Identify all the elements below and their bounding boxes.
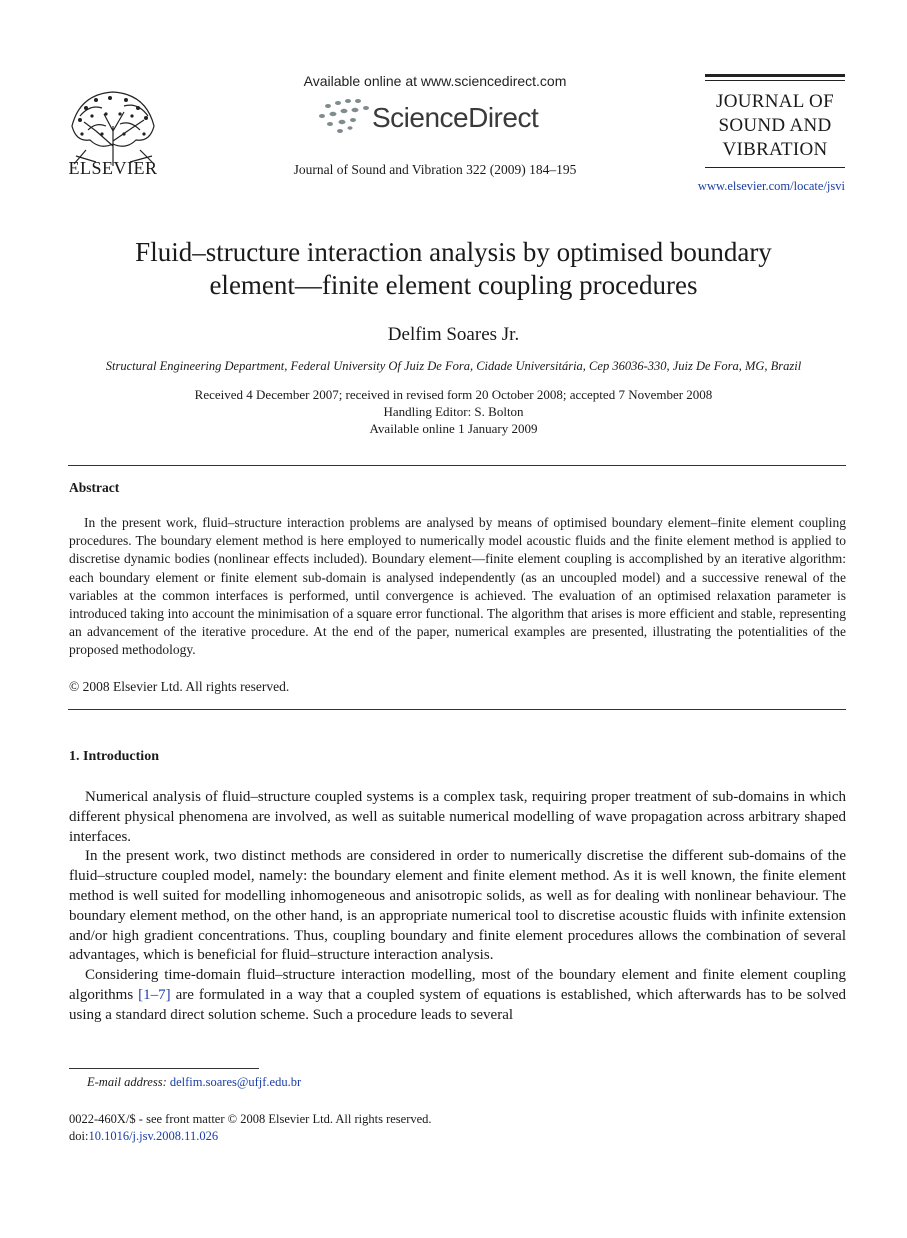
available-online-date: Available online 1 January 2009: [369, 421, 538, 436]
abstract-copyright: © 2008 Elsevier Ltd. All rights reserved.: [69, 679, 290, 694]
author-name: Delfim Soares Jr.: [387, 324, 520, 345]
journal-name-line: SOUND AND: [718, 115, 832, 136]
paragraph-text: are formulated in a way that a coupled system of equations is established, which afterwards has to be solved using a standard direct solution scheme. Such a procedure leads to several: [69, 986, 846, 1023]
paragraph: Numerical analysis of fluid–structure coupled systems is a complex task, requiring proper treatment of sub-domains in which different physical phenomena are involved, as well as suitable numerical modelling of wave propagation across arbitrary shaped interfaces.: [69, 789, 846, 845]
footnote-email: [87, 1075, 301, 1090]
paragraph-text: Considering time-domain fluid–structure interaction modelling, most of the boundary element and finite element coupling algorithms: [69, 967, 846, 1003]
received-dates: Received 4 December 2007; received in revised form 20 October 2008; accepted 7 November 2008: [194, 387, 713, 402]
journal-reference: Journal of Sound and Vibration 322 (2009) 184–195: [293, 162, 577, 177]
available-online-text[interactable]: Available online at www.sciencedirect.com: [303, 73, 567, 89]
email-label: E-mail address:: [87, 1075, 167, 1089]
journal-rule-bottom: [705, 167, 845, 168]
title-line: element—finite element coupling procedures: [209, 270, 698, 300]
handling-editor: Handling Editor: S. Bolton: [383, 404, 524, 419]
title-line: Fluid–structure interaction analysis by optimised boundary: [135, 237, 772, 267]
publisher-name: ELSEVIER: [68, 158, 158, 178]
footnote-rule: [69, 1068, 259, 1069]
article-title: [60, 236, 847, 302]
doi-line: [69, 1129, 218, 1144]
abstract-body: In the present work, fluid–structure interaction problems are analysed by means of optimised boundary element–finite element coupling procedures. The boundary element method is here employed to numerically model acoustic fluids and the finite element method is applied to discretise dynamic bodies (nonlinear effects included). Boundary element—finite element coupling is accomplished by an iterative algorithm: each boundary element or finite element sub-domain is analysed independently (as an uncoupled model) and a successive renewal of the variables at the common interfaces is performed, until convergence is achieved. The evaluation of an optimised relaxation parameter is introduced taking into account the minimisation of a square error functional. The algorithm that arises is more efficient and stable, representing an advancement of the iterative procedure. At the end of the paper, numerical examples are presented, illustrating the potentialities of the proposed methodology.: [69, 515, 846, 658]
article-history: [60, 386, 847, 437]
journal-url-link[interactable]: www.elsevier.com/locate/jsvi: [697, 179, 845, 193]
journal-rule-top: [705, 74, 845, 77]
journal-name: [705, 90, 845, 162]
paragraph: In the present work, two distinct methods are considered in order to numerically discretise the different sub-domains of the fluid–structure coupled model, namely: the boundary element and finite element method. As it is well known, the finite element method is well suited for modelling inhomogeneous and anisotropic solids, as well as for dealing with nonlinear behaviour. The boundary element method, on the other hand, is an appropriate numerical tool to discretise acoustic fluids with infinite extension and/or high gradient concentrations. Thus, coupling boundary and finite element procedures allows the combination of several advantages, which is beneficial for fluid–structure interaction analysis.: [69, 848, 846, 964]
journal-name-line: VIBRATION: [722, 139, 828, 160]
author-affiliation: Structural Engineering Department, Federal University Of Juiz De Fora, Cidade Universitária, Cep 36036-330, Juiz De Fora, MG, Brazil: [105, 359, 802, 373]
doi-link[interactable]: 10.1016/j.jsv.2008.11.026: [88, 1129, 219, 1143]
email-link[interactable]: delfim.soares@ufjf.edu.br: [169, 1075, 302, 1089]
journal-name-line: JOURNAL OF: [716, 91, 834, 112]
abstract-rule-bottom: [68, 709, 846, 710]
paragraph: [69, 966, 846, 1025]
doi-label: doi:: [69, 1129, 89, 1143]
sciencedirect-logo-text: ScienceDirect: [372, 102, 539, 133]
issn-line: 0022-460X/$ - see front matter © 2008 Elsevier Ltd. All rights reserved.: [69, 1112, 432, 1126]
abstract-heading: Abstract: [69, 480, 120, 495]
section-heading-introduction: 1. Introduction: [69, 749, 159, 764]
abstract-rule-top: [68, 465, 846, 466]
citation-link[interactable]: [1–7]: [138, 986, 171, 1003]
introduction-body: [69, 788, 846, 1026]
journal-rule-top-thin: [705, 80, 845, 81]
